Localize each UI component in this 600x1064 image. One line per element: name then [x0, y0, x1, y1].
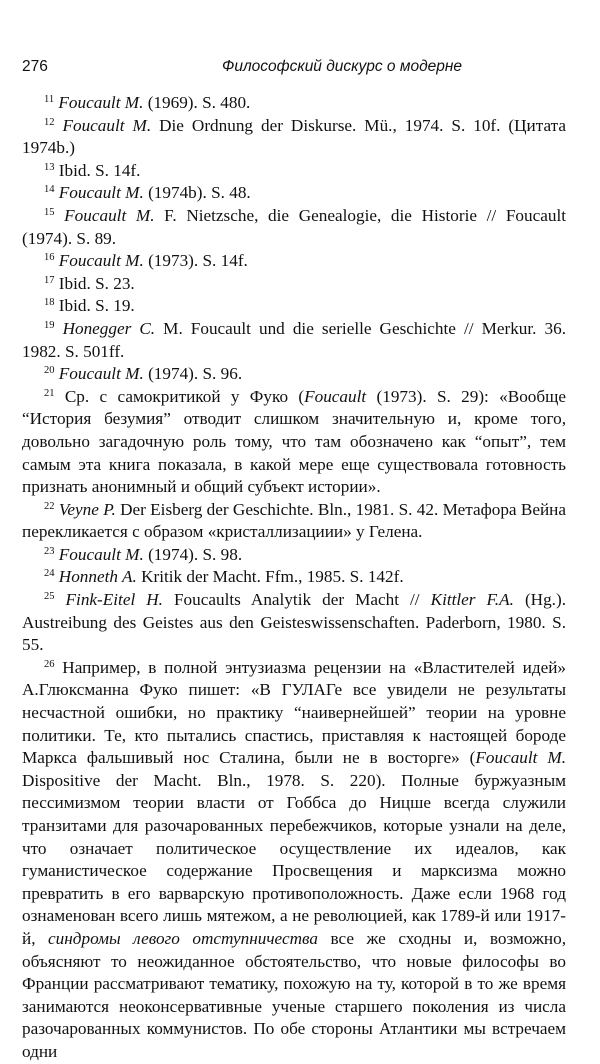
- note-text: (1973). S. 29): «Вообще “История безумия” отводит слишком значительную и, кроме того, довольно загадочную роль тому, что там обозначено как “опыт”, тем самым эта книга показала, в какой мере еще существовала готовность признать анонимный и общий субъект истории».: [22, 386, 567, 497]
- footnote-13: [22, 160, 566, 183]
- footnote-25: [22, 589, 566, 657]
- italic-reference: Foucault M.: [58, 251, 144, 271]
- italic-reference: Foucault: [304, 386, 367, 406]
- footnote-23: [22, 544, 566, 567]
- footnote-number: 13: [44, 161, 55, 173]
- footnote-12: [22, 115, 566, 160]
- italic-reference: Veyne P.: [58, 499, 116, 519]
- footnote-21: [22, 386, 566, 499]
- footnote-11: [22, 92, 566, 115]
- footnote-number: 23: [44, 545, 55, 557]
- note-text: (1969). S. 480.: [143, 93, 251, 112]
- footnote-number: 12: [44, 116, 55, 128]
- note-text: Kritik der Macht. Ffm., 1985. S. 142f.: [136, 567, 404, 587]
- footnote-15: [22, 205, 566, 250]
- note-text: Ibid. S. 19.: [58, 296, 135, 316]
- note-text: Например, в полной энтузиазма рецензии на «Властителей идей» А.Глюксманна Фуко пишет: «В ГУЛАГе все увидели не результаты несчастной ошибки, но практику “наивернейшей” теории на уровне политики. Те, кто пытались спастись, приставляя к настоящей бороде Маркса фальшивый нос Сталина, были не в восторге» (: [22, 657, 567, 768]
- footnote-number: 19: [44, 319, 55, 331]
- running-title: Философский дискурс о модерне: [222, 58, 463, 75]
- footnote-number: 22: [44, 500, 55, 512]
- footnote-18: [22, 295, 566, 318]
- footnote-number: 16: [44, 252, 55, 264]
- note-text: Ср. с самокритикой у Фуко (: [64, 386, 305, 406]
- note-text: (1974). S. 96.: [143, 364, 243, 384]
- note-text: Der Eisberg der Geschichte. Bln., 1981. S. 42. Метафора Вейна перекликается с образом «кристаллизациии» у Гелена.: [22, 499, 566, 542]
- footnote-16: [22, 250, 566, 273]
- note-text: F. Nietzsche, die Genealogie, die Historie // Foucault (1974). S. 89.: [22, 205, 566, 248]
- footnote-24: [22, 566, 566, 589]
- footnote-number: 24: [44, 568, 55, 580]
- footnote-number: 20: [44, 365, 55, 377]
- footnote-number: 14: [44, 184, 55, 196]
- note-text: (Hg.). Austreibung des Geistes aus den Geisteswissenschaften. Paderborn, 1980. S. 55.: [22, 590, 566, 655]
- footnote-26: [22, 657, 566, 1064]
- note-text: (1974). S. 98.: [143, 544, 243, 564]
- italic-reference: Kittler F.A.: [430, 590, 514, 610]
- italic-reference: Foucault M.: [58, 364, 144, 384]
- page-number: 276: [22, 58, 48, 75]
- footnote-number: 11: [44, 94, 55, 105]
- footnote-22: [22, 499, 566, 544]
- italic-reference: Foucault M.: [58, 544, 144, 564]
- note-text: Dispositive der Macht. Bln., 1978. S. 220). Полные буржуазным пессимизмом теории власти от Гоббса до Ницше всегда служили транзитами для разочарованных перебежчиков, которые узнали на деле, что означает политическое осуществление их идеалов, как гуманистическое содержание Просвещения и марксизма можно превратить в его варварскую противоположность. Даже если 1968 год ознаменован всего лишь мятежом, а не революцией, как 1789-й или 1917-й,: [22, 770, 566, 948]
- italic-reference: Foucault M.: [64, 205, 155, 225]
- footnote-number: 21: [44, 387, 55, 399]
- footnote-number: 17: [44, 274, 55, 286]
- footnote-number: 15: [44, 206, 55, 218]
- footnote-number: 25: [44, 591, 55, 603]
- note-text: (1973). S. 14f.: [143, 251, 248, 271]
- italic-reference: Honegger C.: [62, 318, 156, 338]
- italic-reference: Honneth A.: [58, 567, 137, 587]
- footnote-14: [22, 182, 566, 205]
- footnote-19: [22, 318, 566, 363]
- note-text: Ibid. S. 14f.: [58, 160, 141, 180]
- footnote-20: [22, 363, 566, 386]
- note-text: (1974b). S. 48.: [143, 183, 251, 203]
- italic-reference: Foucault M.: [58, 183, 144, 203]
- footnote-number: 26: [44, 658, 55, 670]
- note-text: Ibid. S. 23.: [58, 273, 135, 293]
- note-text: Die Ordnung der Diskurse. Mü., 1974. S. 10f. (Цитата 1974b.): [22, 115, 567, 158]
- italic-reference: Fink-Eitel H.: [65, 590, 163, 610]
- italic-reference: синдромы левого отступничества: [48, 928, 318, 948]
- footnotes-list: [22, 92, 566, 1064]
- note-text: все же сходны и, возможно, объясняют то неожиданное обстоятельство, что новые философы во Франции рассматривают тематику, похожую на ту, которой в то же время занимаются неоконсервативные ученые старшего поколения из числа разочарованных коммунистов. По обе стороны Атлантики мы встречаем одни: [22, 928, 567, 1061]
- footnote-17: [22, 273, 566, 296]
- note-text: M. Foucault und die serielle Geschichte // Merkur. 36. 1982. S. 501ff.: [22, 318, 566, 361]
- note-text: Foucaults Analytik der Macht //: [162, 590, 431, 610]
- footnote-number: 18: [44, 297, 55, 309]
- italic-reference: Foucault M.: [475, 748, 566, 768]
- italic-reference: Foucault M.: [58, 93, 144, 112]
- italic-reference: Foucault M.: [62, 115, 152, 135]
